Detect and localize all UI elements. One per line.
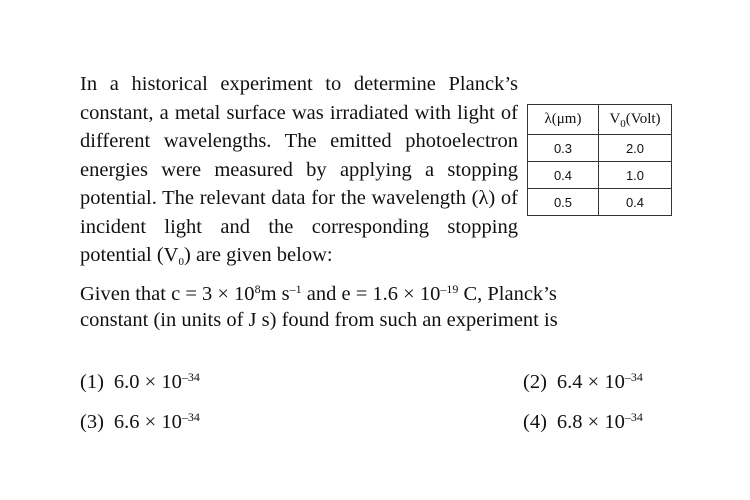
- option-exponent: –34: [181, 410, 200, 424]
- option-4[interactable]: [523, 411, 643, 434]
- option-value: 6.6 × 10: [113, 411, 182, 433]
- option-label: (2): [523, 371, 547, 393]
- cell-voltage: 2.0: [599, 135, 672, 162]
- cell-wavelength: 0.3: [528, 135, 599, 162]
- option-label: (1): [80, 371, 104, 393]
- cell-voltage: 0.4: [599, 189, 672, 216]
- option-exponent: –34: [181, 370, 200, 384]
- option-exponent: –34: [624, 370, 643, 384]
- option-3[interactable]: [80, 411, 200, 434]
- option-label: (4): [523, 411, 547, 433]
- table-row: [528, 135, 672, 162]
- table-row: [528, 189, 672, 216]
- header-wavelength: λ(μm): [528, 105, 599, 135]
- data-table: [527, 104, 672, 216]
- option-value: 6.4 × 10: [556, 371, 625, 393]
- paragraph-text-end: ) are given below:: [184, 244, 333, 266]
- header-stopping-potential: $V_0(Volt)$: [599, 105, 672, 135]
- table-row: [528, 162, 672, 189]
- cell-voltage: 1.0: [599, 162, 672, 189]
- option-value: 6.8 × 10: [556, 411, 625, 433]
- paragraph-text: In a historical experiment to determine Planck’s constant, a metal surface was irradiated with light of different wavelengths. The emitted photoelectron energies were measured by applying a stopping potential. The relevant data for the wavelength (λ) of incident light and the corresponding stopping potential (V: [80, 73, 518, 266]
- option-value: 6.0 × 10: [113, 371, 182, 393]
- option-2[interactable]: [523, 371, 643, 394]
- option-exponent: –34: [624, 410, 643, 424]
- option-1[interactable]: [80, 371, 200, 394]
- option-label: (3): [80, 411, 104, 433]
- subscript-zero: 0: [178, 256, 184, 268]
- table-header-row: [528, 105, 672, 135]
- given-text: Given that $c = 3 \times 10^8m$ $s^{-1}$ and $e = 1.6 \times 10^{-19}$ C, Planck’s constant (in units of J s) found from such an experiment is: [80, 282, 558, 331]
- cell-wavelength: 0.4: [528, 162, 599, 189]
- cell-wavelength: 0.5: [528, 189, 599, 216]
- question-paragraph: [80, 70, 518, 270]
